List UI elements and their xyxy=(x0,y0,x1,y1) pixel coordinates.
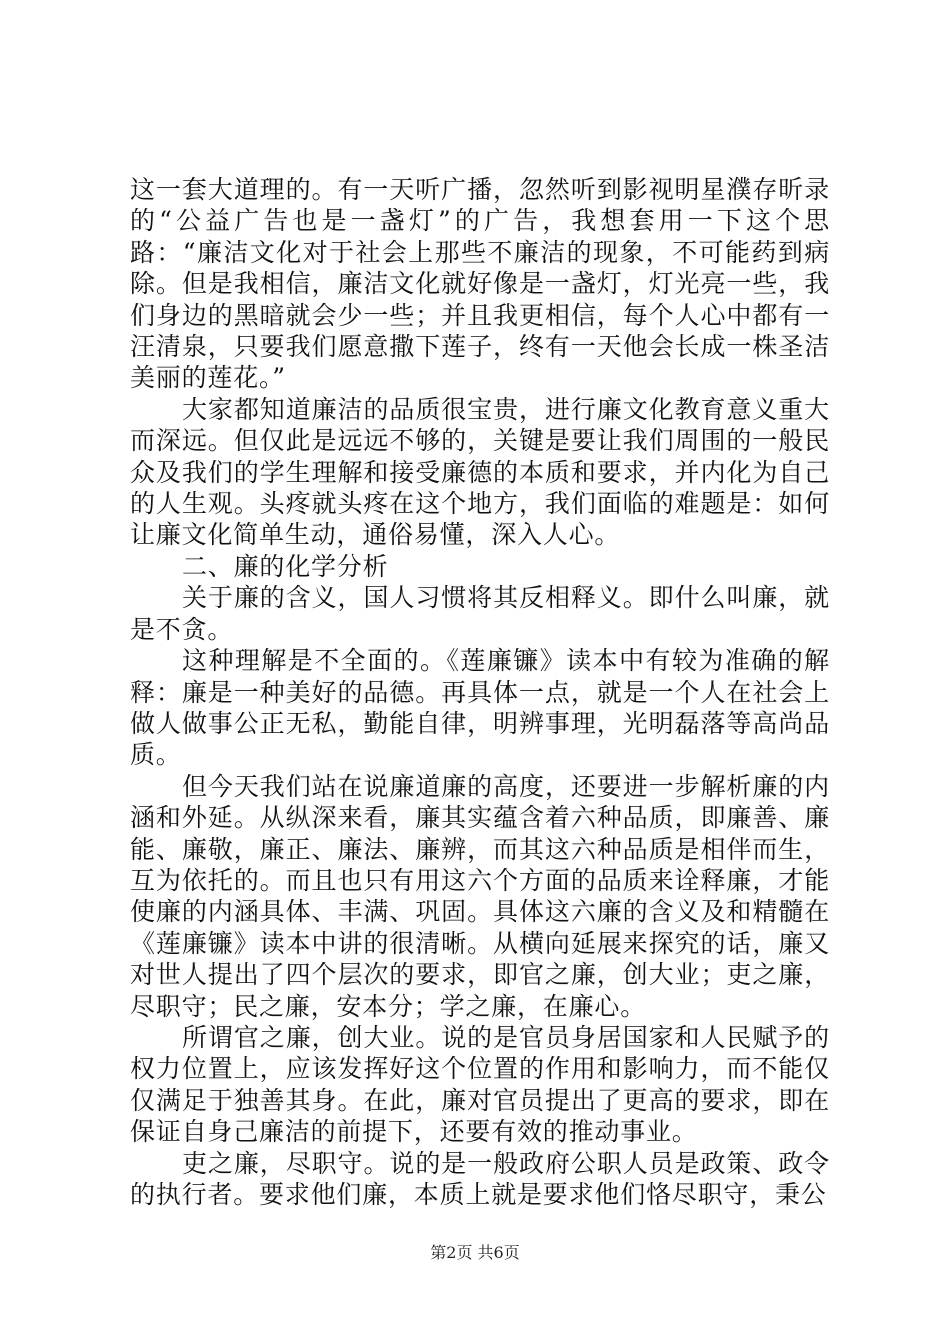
paragraph-official-integrity: 所谓官之廉，创大业。说的是官员身居国家和人民赋予的权力位置上，应该发挥好这个位置的作用和影响力，而不能仅仅满足于独善其身。在此，廉对官员提出了更高的要求，即在保证自身己廉洁的前提下，还要有效的推动事业。 xyxy=(130,1022,830,1147)
paragraph-connotation-extension: 但今天我们站在说廉道廉的高度，还要进一步解析廉的内涵和外延。从纵深来看，廉其实蕴含着六种品质，即廉善、廉能、廉敬，廉正、廉法、廉辨，而其这六种品质是相伴而生，互为依托的。而且也只有用这六个方面的品质来诠释廉，才能使廉的内涵具体、丰满、巩固。具体这六廉的含义及和精髓在《莲廉镰》读本中讲的很清晰。从横向延展来探究的话，廉又对世人提出了四个层次的要求，即官之廉，创大业；吏之廉，尽职守；民之廉，安本分；学之廉，在廉心。 xyxy=(130,771,830,1021)
paragraph-lian-quality: 大家都知道廉洁的品质很宝贵，进行廉文化教育意义重大而深远。但仅此是远远不够的，关键是要让我们周围的一般民众及我们的学生理解和接受廉德的本质和要求，并内化为自己的人生观。头疼就头疼在这个地方，我们面临的难题是：如何让廉文化简单生动，通俗易懂，深入人心。 xyxy=(130,394,830,550)
paragraph-continuation: 这一套大道理的。有一天听广播，忽然听到影视明星濮存昕录的“公益广告也是一盏灯”的广告，我想套用一下这个思路：“廉洁文化对于社会上那些不廉洁的现象，不可能药到病除。但是我相信，廉洁文化就好像是一盏灯，灯光亮一些，我们身边的黑暗就会少一些；并且我更相信，每个人心中都有一汪清泉，只要我们愿意撒下莲子，终有一天他会长成一株圣洁美丽的莲花。” xyxy=(130,175,830,393)
paragraph-clerk-integrity: 吏之廉，尽职守。说的是一般政府公职人员是政策、政令的执行者。要求他们廉，本质上就是要求他们恪尽职守，秉公 xyxy=(130,1148,830,1209)
paragraph-meaning-of-lian: 关于廉的含义，国人习惯将其反相释义。即什么叫廉，就是不贪。 xyxy=(130,583,830,644)
section-heading-chemical-analysis: 二、廉的化学分析 xyxy=(182,551,389,581)
page-number-footer: 第2页 共6页 xyxy=(430,1243,520,1262)
document-body xyxy=(130,174,830,1210)
paragraph-understanding-incomplete: 这种理解是不全面的。《莲廉镰》读本中有较为准确的解释：廉是一种美好的品德。再具体一点，就是一个人在社会上做人做事公正无私，勤能自律，明辨事理，光明磊落等高尚品质。 xyxy=(130,646,830,770)
